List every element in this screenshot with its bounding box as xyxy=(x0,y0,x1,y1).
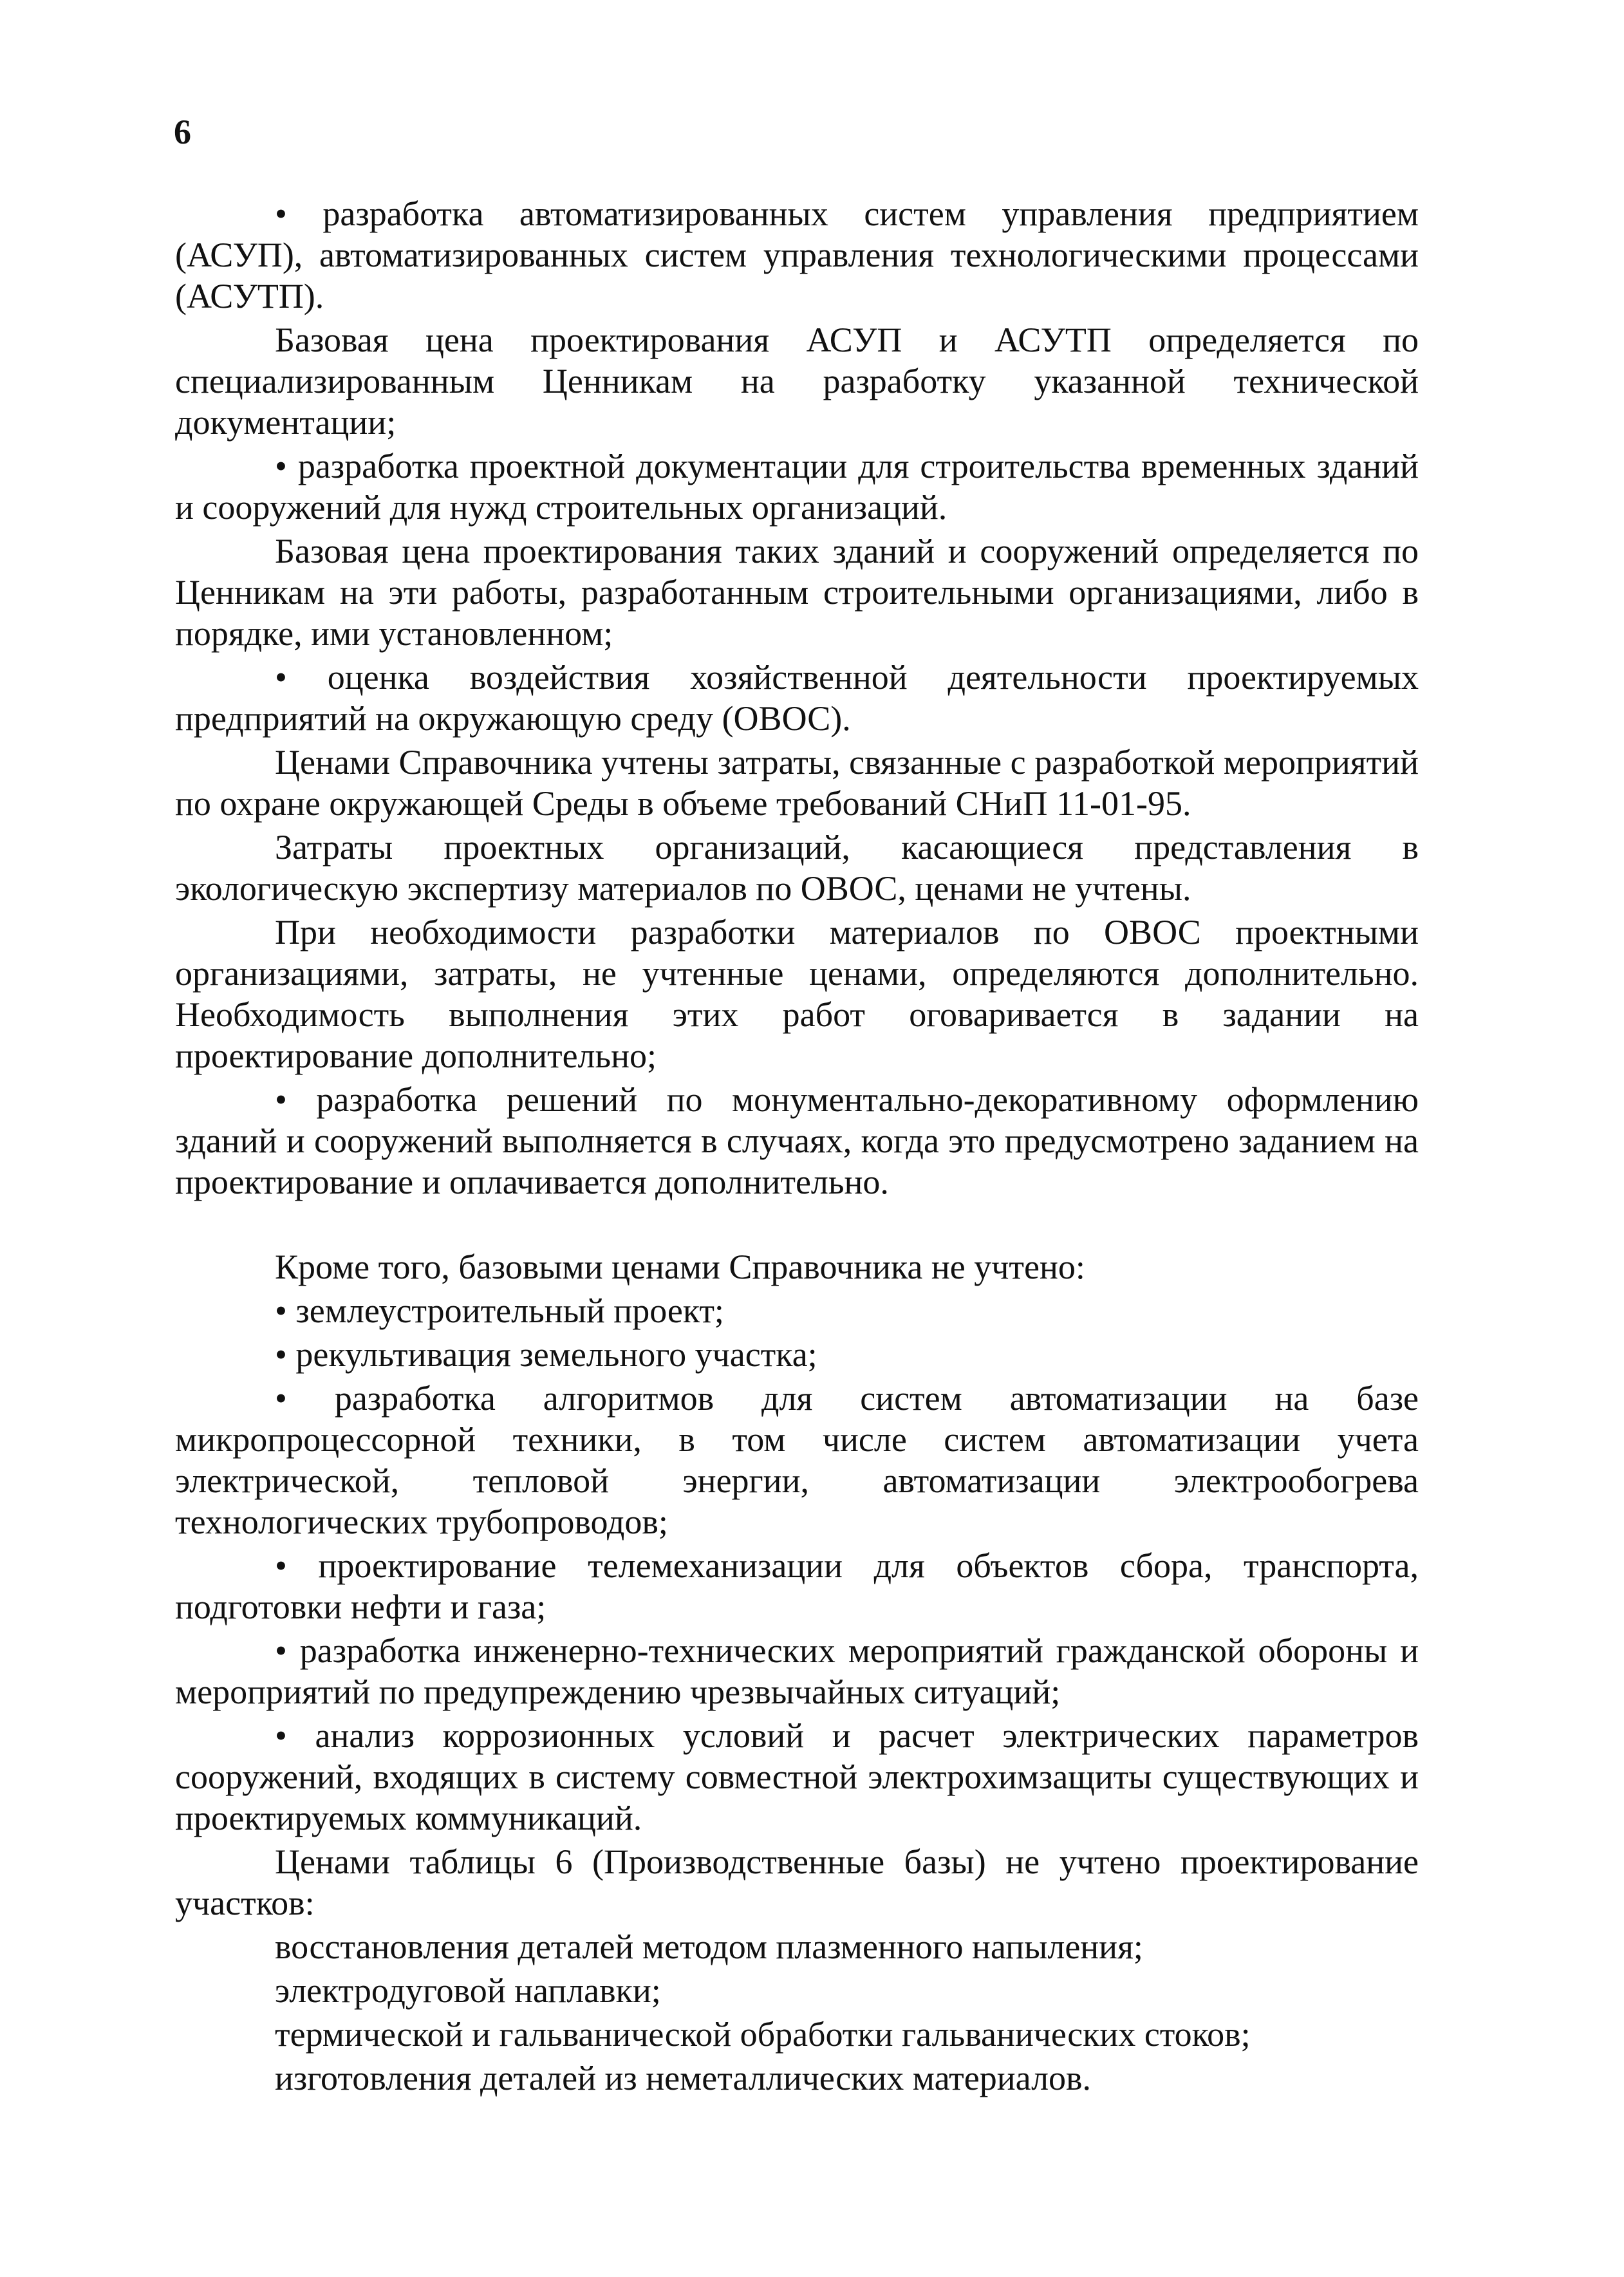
bullet-telemechanization: • проектирование телемеханизации для объектов сбора, транспорта, подготовки нефти и газа; xyxy=(175,1546,1419,1626)
bullet-land-management: • землеустроительный проект; xyxy=(275,1291,724,1330)
paragraph-ovos-materials: При необходимости разработки материалов по ОВОС проектными организациями, затраты, не учтенные ценами, определяются дополнительно. Необходимость выполнения этих работ оговаривается в задании на проектирование дополнительно; xyxy=(175,913,1419,1075)
page-number: 6 xyxy=(174,113,191,151)
list-item: изготовления деталей из неметаллических материалов. xyxy=(275,2059,1092,2097)
bullet-monumental-decoration: • разработка решений по монументально-декоративному оформлению зданий и сооружений выполняется в случаях, когда это предусмотрено заданием на проектирование и оплачивается дополнительно. xyxy=(175,1080,1419,1201)
paragraph-environment-costs: Ценами Справочника учтены затраты, связанные с разработкой мероприятий по охране окружающей Среды в объеме требований СНиП 11-01-95. xyxy=(175,743,1419,823)
list-item: восстановления деталей методом плазменного напыления; xyxy=(275,1927,1143,1966)
bullet-automation-algorithms: • разработка алгоритмов для систем автоматизации на базе микропроцессорной техники, в том числе систем автоматизации учета электрической, тепловой энергии, автоматизации электрообогрева технологических трубопроводов; xyxy=(175,1379,1419,1541)
paragraph-not-included-intro: Кроме того, базовыми ценами Справочника не учтено: xyxy=(275,1248,1085,1286)
bullet-temporary-buildings: • разработка проектной документации для строительства временных зданий и сооружений для нужд строительных организаций. xyxy=(175,447,1419,527)
page-body xyxy=(175,193,1419,2101)
bullet-ovos: • оценка воздействия хозяйственной деятельности проектируемых предприятий на окружающую среду (ОВОС). xyxy=(175,658,1419,738)
paragraph-asup-price: Базовая цена проектирования АСУП и АСУТП определяется по специализированным Ценникам на разработку указанной технической документации; xyxy=(175,321,1419,442)
bullet-corrosion-analysis: • анализ коррозионных условий и расчет электрических параметров сооружений, входящих в систему совместной электрохимзащиты существующих и проектируемых коммуникаций. xyxy=(175,1716,1419,1837)
bullet-civil-defense: • разработка инженерно-технических мероприятий гражданской обороны и мероприятий по предупреждению чрезвычайных ситуаций; xyxy=(175,1631,1419,1711)
paragraph-temporary-buildings-price: Базовая цена проектирования таких зданий и сооружений определяется по Ценникам на эти работы, разработанным строительными организациями, либо в порядке, ими установленном; xyxy=(175,532,1419,653)
paragraph-ecological-expertise: Затраты проектных организаций, касающиеся представления в экологическую экспертизу материалов по ОВОС, ценами не учтены. xyxy=(175,828,1419,908)
section-spacer xyxy=(175,1205,1419,1246)
list-item: электродуговой наплавки; xyxy=(275,1971,661,2010)
paragraph-table6-not-included: Ценами таблицы 6 (Производственные базы) не учтено проектирование участков: xyxy=(175,1842,1419,1922)
bullet-asup: • разработка автоматизированных систем управления предприятием (АСУП), автоматизированных систем управления технологическими процессами (АСУТП). xyxy=(175,194,1419,315)
bullet-land-recultivation: • рекультивация земельного участка; xyxy=(275,1335,817,1374)
list-item: термической и гальванической обработки гальванических стоков; xyxy=(275,2015,1251,2054)
